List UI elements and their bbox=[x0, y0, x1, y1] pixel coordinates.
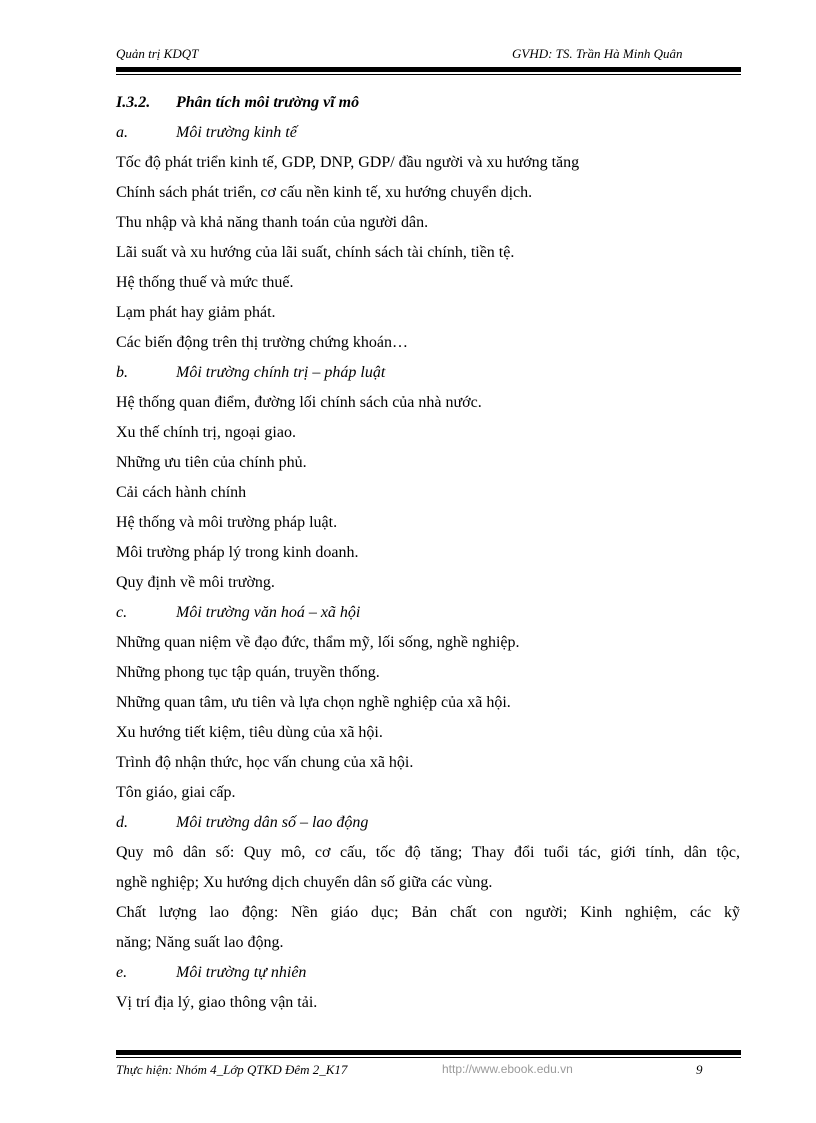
body-line: Những quan niệm về đạo đức, thẩm mỹ, lối sống, nghề nghiệp. bbox=[116, 634, 520, 651]
body-line: Các biến động trên thị trường chứng khoán… bbox=[116, 334, 408, 351]
subsection-title: Môi trường văn hoá – xã hội bbox=[176, 604, 361, 621]
section-title: Phân tích môi trường vĩ mô bbox=[176, 94, 360, 111]
body-line: Môi trường pháp lý trong kinh doanh. bbox=[116, 544, 359, 561]
body-line: Thu nhập và khả năng thanh toán của người dân. bbox=[116, 214, 429, 231]
body-line: Tốc độ phát triển kinh tế, GDP, DNP, GDP/ đầu người và xu hướng tăng bbox=[116, 154, 580, 171]
page-body bbox=[116, 88, 740, 1018]
footer-rule-thin bbox=[116, 1057, 741, 1058]
section-number: I.3.2. bbox=[116, 94, 151, 111]
section-heading bbox=[116, 88, 740, 118]
subsection-heading-d bbox=[116, 808, 740, 838]
body-line: Hệ thống thuế và mức thuế. bbox=[116, 274, 294, 291]
subsection-heading-b bbox=[116, 358, 740, 388]
body-line: Lãi suất và xu hướng của lãi suất, chính sách tài chính, tiền tệ. bbox=[116, 244, 515, 261]
subsection-letter: e. bbox=[116, 964, 128, 981]
body-line: Những ưu tiên của chính phủ. bbox=[116, 454, 307, 471]
body-line-justified: Quy mô dân số: Quy mô, cơ cấu, tốc độ tăng; Thay đổi tuổi tác, giới tính, dân tộc, bbox=[116, 844, 740, 861]
body-line: nghề nghiệp; Xu hướng dịch chuyển dân số giữa các vùng. bbox=[116, 874, 493, 891]
body-line: Tôn giáo, giai cấp. bbox=[116, 784, 236, 801]
header-rule-thick bbox=[116, 67, 741, 72]
page-number: 9 bbox=[696, 1062, 703, 1077]
body-line-justified: Chất lượng lao động: Nền giáo dục; Bản chất con người; Kinh nghiệm, các kỹ bbox=[116, 904, 740, 921]
body-line: Lạm phát hay giảm phát. bbox=[116, 304, 276, 321]
body-line: Hệ thống quan điểm, đường lối chính sách của nhà nước. bbox=[116, 394, 482, 411]
page-header bbox=[116, 46, 740, 64]
subsection-letter: b. bbox=[116, 364, 128, 381]
subsection-heading-e bbox=[116, 958, 740, 988]
body-line: Cải cách hành chính bbox=[116, 484, 247, 501]
footer-url-watermark: http://www.ebook.edu.vn bbox=[442, 1062, 573, 1076]
body-line: Những quan tâm, ưu tiên và lựa chọn nghề nghiệp của xã hội. bbox=[116, 694, 511, 711]
body-line: Những phong tục tập quán, truyền thống. bbox=[116, 664, 380, 681]
body-line: Vị trí địa lý, giao thông vận tải. bbox=[116, 994, 318, 1011]
subsection-letter: d. bbox=[116, 814, 128, 831]
subsection-heading-a bbox=[116, 118, 740, 148]
subsection-title: Môi trường chính trị – pháp luật bbox=[176, 364, 386, 381]
body-line: Hệ thống và môi trường pháp luật. bbox=[116, 514, 338, 531]
subsection-letter: c. bbox=[116, 604, 128, 621]
body-line: Quy định về môi trường. bbox=[116, 574, 275, 591]
header-course: Quản trị KDQT bbox=[116, 46, 199, 61]
subsection-title: Môi trường dân số – lao động bbox=[176, 814, 369, 831]
header-rule-thin bbox=[116, 74, 741, 75]
body-line: Xu thế chính trị, ngoại giao. bbox=[116, 424, 296, 441]
subsection-letter: a. bbox=[116, 124, 128, 141]
body-line: Xu hướng tiết kiệm, tiêu dùng của xã hội. bbox=[116, 724, 383, 741]
subsection-heading-c bbox=[116, 598, 740, 628]
subsection-title: Môi trường tự nhiên bbox=[176, 964, 307, 981]
body-line: Trình độ nhận thức, học vấn chung của xã hội. bbox=[116, 754, 414, 771]
footer-author: Thực hiện: Nhóm 4_Lớp QTKD Đêm 2_K17 bbox=[116, 1062, 348, 1077]
subsection-title: Môi trường kinh tế bbox=[176, 124, 297, 141]
page-footer bbox=[116, 1062, 740, 1080]
body-line: năng; Năng suất lao động. bbox=[116, 934, 284, 951]
header-instructor: GVHD: TS. Trần Hà Minh Quân bbox=[512, 46, 683, 61]
footer-rule-thick bbox=[116, 1050, 741, 1055]
body-line: Chính sách phát triển, cơ cấu nền kinh tế, xu hướng chuyển dịch. bbox=[116, 184, 533, 201]
